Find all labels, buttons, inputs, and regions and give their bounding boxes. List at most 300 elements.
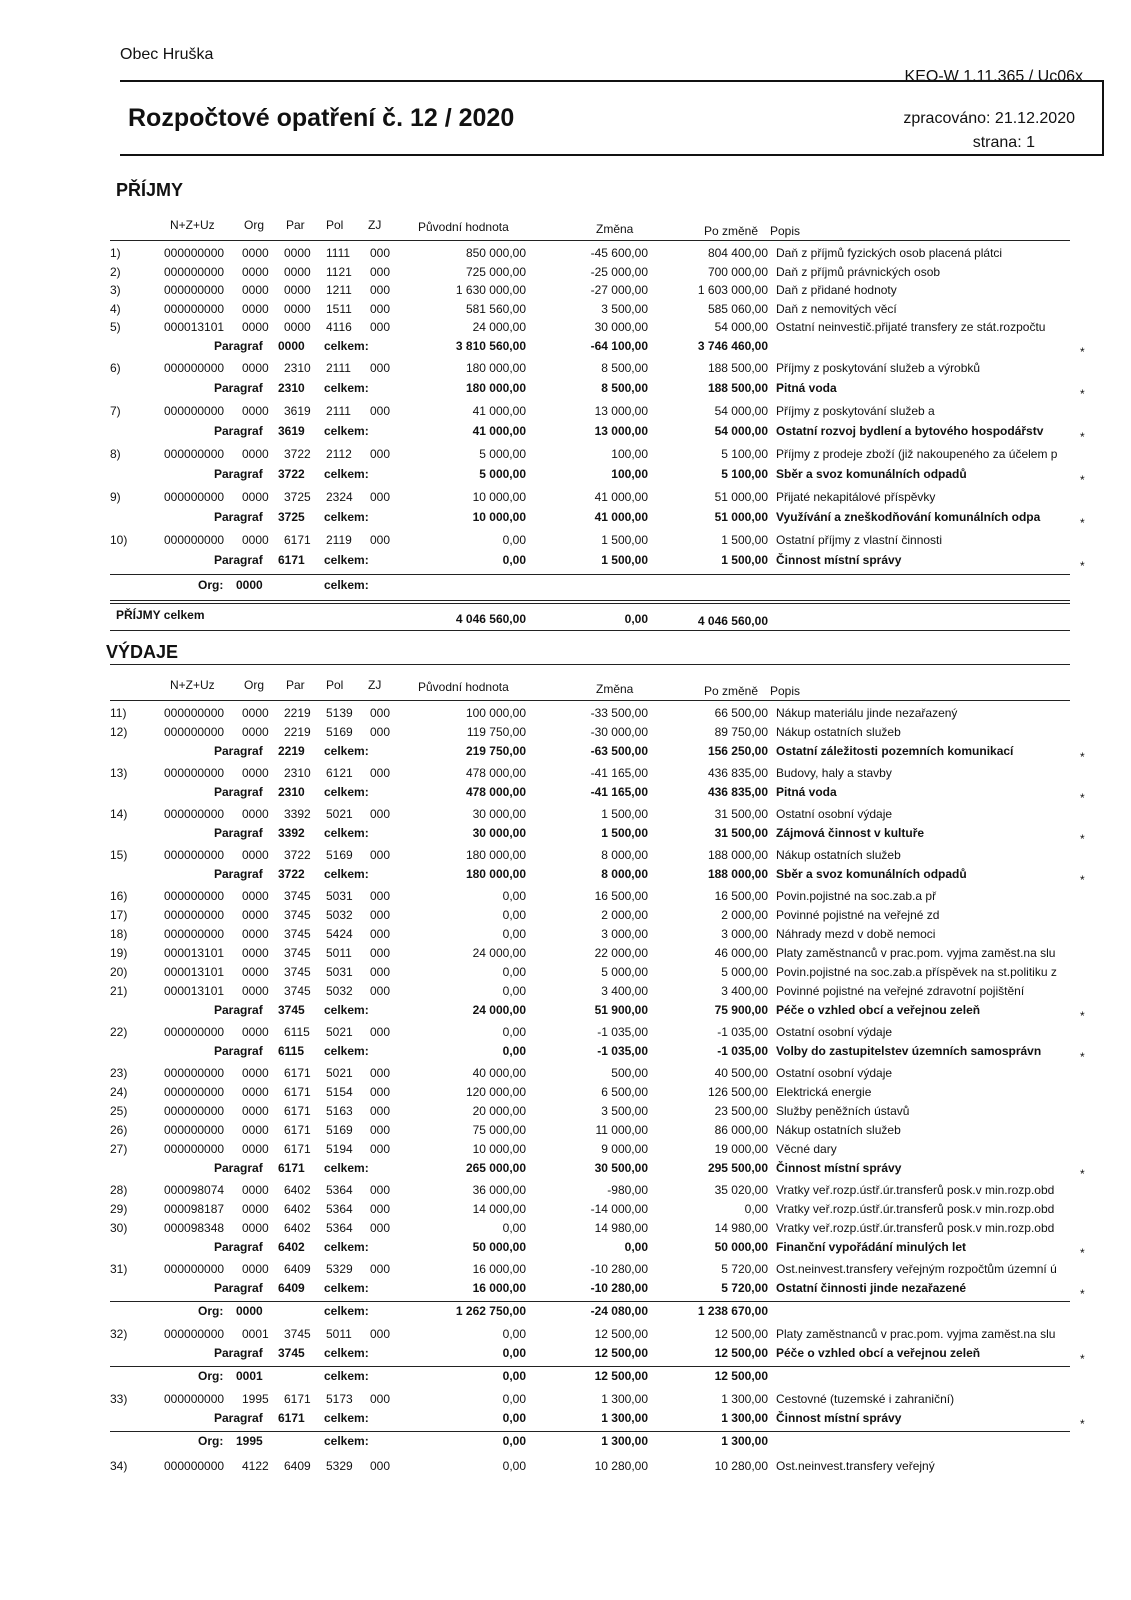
paragraph-code: 3392 xyxy=(278,826,305,840)
row-zj: 000 xyxy=(370,532,391,547)
row-description: Ostatní příjmy z vlastní činnosti xyxy=(776,532,943,547)
page-number: strana: 1 xyxy=(972,134,1035,151)
paragraph-star-mark: * xyxy=(1080,791,1085,805)
row-pol: 5364 xyxy=(326,1221,353,1235)
row-par: 3745 xyxy=(284,946,311,960)
paragraph-star-mark: * xyxy=(1080,1167,1085,1181)
row-pol: 5011 xyxy=(326,946,352,960)
row-org: 0000 xyxy=(242,246,269,260)
row-par: 3722 xyxy=(284,848,311,862)
paragraph-code: 6402 xyxy=(278,1240,305,1254)
paragraph-description: Ostatní činnosti jinde nezařazené xyxy=(776,1281,967,1295)
row-zj: 000 xyxy=(370,965,391,979)
row-orig-value: 180 000,00 xyxy=(465,360,526,375)
paragraph-description: Pitná voda xyxy=(776,380,837,395)
paragraph-star-mark: * xyxy=(1080,1246,1085,1260)
row-number: 5) xyxy=(110,320,121,334)
row-after-value: 31 500,00 xyxy=(714,807,768,821)
row-code: 000000000 xyxy=(164,1123,225,1137)
paragraph-change-total: 51 900,00 xyxy=(594,1003,648,1017)
row-number: 25) xyxy=(110,1104,128,1118)
paragraph-description: Činnost místní správy xyxy=(776,1161,902,1175)
row-zj: 000 xyxy=(370,360,391,375)
row-after-value: 436 835,00 xyxy=(707,766,768,780)
row-zj: 000 xyxy=(370,1104,391,1118)
paragraph-description: Péče o vzhled obcí a veřejnou zeleň xyxy=(776,1003,981,1017)
row-code: 000098074 xyxy=(164,1183,225,1197)
paragraph-total-label: celkem: xyxy=(324,1161,369,1175)
row-org: 0000 xyxy=(242,889,269,903)
paragraph-change-total: -64 100,00 xyxy=(590,338,648,353)
row-zj: 000 xyxy=(370,848,391,862)
row-code: 000000000 xyxy=(164,489,225,504)
row-org: 0000 xyxy=(242,320,269,334)
paragraph-total-label: celkem: xyxy=(324,509,369,524)
row-description: Platy zaměstnanců v prac.pom. vyjma zaměst.na slu xyxy=(776,946,1056,960)
paragraph-label: Paragraf xyxy=(214,423,263,438)
row-description: Daň z přidané hodnoty xyxy=(776,283,897,297)
row-zj: 000 xyxy=(370,283,391,297)
row-code: 000000000 xyxy=(164,725,225,739)
prijmy-total-label: PŘÍJMY celkem xyxy=(116,607,205,622)
row-number: 7) xyxy=(110,403,121,418)
row-description: Elektrická energie xyxy=(776,1085,872,1099)
row-pol: 5021 xyxy=(326,807,353,821)
row-par: 6171 xyxy=(284,1066,311,1080)
paragraph-code: 6171 xyxy=(278,1161,305,1175)
row-zj: 000 xyxy=(370,1262,391,1276)
paragraph-orig-total: 0,00 xyxy=(502,1044,526,1058)
row-org: 0000 xyxy=(242,1025,269,1039)
row-number: 18) xyxy=(110,927,128,941)
row-par: 6171 xyxy=(284,1123,311,1137)
row-org: 1995 xyxy=(242,1392,269,1406)
row-code: 000000000 xyxy=(164,403,225,418)
org-after-total: 1 300,00 xyxy=(721,1434,768,1448)
row-change-value: 11 000,00 xyxy=(595,1123,648,1137)
paragraph-code: 3725 xyxy=(278,509,305,524)
row-change-value: 14 980,00 xyxy=(594,1221,648,1235)
row-par: 6409 xyxy=(284,1262,311,1276)
paragraph-description: Zájmová činnost v kultuře xyxy=(776,826,925,840)
org-total-celkem: celkem: xyxy=(324,577,369,592)
org-change-total: -24 080,00 xyxy=(590,1304,648,1318)
paragraph-change-total: -63 500,00 xyxy=(590,744,648,758)
total-rule-2 xyxy=(110,603,1070,604)
row-change-value: -1 035,00 xyxy=(597,1025,648,1039)
paragraph-label: Paragraf xyxy=(214,1044,263,1058)
row-par: 6171 xyxy=(284,1392,311,1406)
row-zj: 000 xyxy=(370,706,391,720)
row-description: Náhrady mezd v době nemoci xyxy=(776,927,936,941)
row-orig-value: 14 000,00 xyxy=(472,1202,526,1216)
paragraph-after-total: 31 500,00 xyxy=(714,826,768,840)
paragraph-change-total: 8 000,00 xyxy=(601,867,648,881)
row-orig-value: 0,00 xyxy=(502,1221,526,1235)
row-description: Povinné pojistné na veřejné zdravotní pojištění xyxy=(776,984,1025,998)
row-zj: 000 xyxy=(370,1183,391,1197)
row-change-value: 13 000,00 xyxy=(594,403,648,418)
row-par: 3745 xyxy=(284,889,311,903)
paragraph-star-mark: * xyxy=(1080,873,1085,887)
row-code: 000098187 xyxy=(164,1202,225,1216)
paragraph-code: 6115 xyxy=(278,1044,305,1058)
row-zj: 000 xyxy=(370,1066,391,1080)
row-number: 33) xyxy=(110,1392,128,1406)
row-org: 0000 xyxy=(242,360,269,375)
row-change-value: -41 165,00 xyxy=(590,766,648,780)
org-rule xyxy=(110,574,1070,575)
row-org: 0000 xyxy=(242,1104,269,1118)
org-total-code: 0000 xyxy=(236,1304,263,1318)
row-pol: 5424 xyxy=(326,927,353,941)
paragraph-star-mark: * xyxy=(1080,1417,1085,1431)
row-zj: 000 xyxy=(370,1221,391,1235)
paragraph-total-label: celkem: xyxy=(324,338,369,353)
row-change-value: 100,00 xyxy=(611,446,648,461)
row-number: 3) xyxy=(110,283,121,297)
row-org: 0000 xyxy=(242,301,269,316)
paragraph-label: Paragraf xyxy=(214,1411,263,1425)
row-change-value: -27 000,00 xyxy=(590,283,648,297)
row-change-value: -25 000,00 xyxy=(590,264,648,279)
org-total-label: Org: xyxy=(198,1369,224,1383)
row-code: 000000000 xyxy=(164,1142,225,1156)
row-number: 12) xyxy=(110,725,128,739)
org-total-label: Org: xyxy=(198,1304,224,1318)
paragraph-after-total: 54 000,00 xyxy=(714,423,768,438)
row-orig-value: 0,00 xyxy=(502,1459,526,1473)
paragraph-after-total: -1 035,00 xyxy=(717,1044,768,1058)
row-par: 3745 xyxy=(284,1327,311,1341)
row-number: 16) xyxy=(110,889,128,903)
paragraph-description: Ostatní rozvoj bydlení a bytového hospodářstv xyxy=(776,423,1044,438)
row-description: Příjmy z prodeje zboží (již nakoupeného za účelem p xyxy=(776,446,1058,461)
row-number: 6) xyxy=(110,360,121,375)
row-pol: 6121 xyxy=(326,766,353,780)
row-number: 28) xyxy=(110,1183,128,1197)
row-zj: 000 xyxy=(370,927,391,941)
paragraph-orig-total: 180 000,00 xyxy=(465,380,526,395)
col-after-header: Po změně xyxy=(704,224,759,238)
row-code: 000000000 xyxy=(164,706,225,720)
row-orig-value: 0,00 xyxy=(502,965,526,979)
col-after-header: Po změně xyxy=(704,684,759,698)
row-code: 000000000 xyxy=(164,446,225,461)
row-number: 2) xyxy=(110,264,121,279)
row-pol: 5021 xyxy=(326,1025,353,1039)
row-orig-value: 581 560,00 xyxy=(465,301,526,316)
org-orig-total: 0,00 xyxy=(502,1434,526,1448)
paragraph-orig-total: 24 000,00 xyxy=(472,1003,526,1017)
row-description: Ost.neinvest.transfery veřejným rozpočtům územní ú xyxy=(776,1262,1057,1276)
row-description: Nákup ostatních služeb xyxy=(776,725,901,739)
paragraph-total-label: celkem: xyxy=(324,785,369,799)
row-code: 000000000 xyxy=(164,766,225,780)
paragraph-label: Paragraf xyxy=(214,867,263,881)
row-org: 0000 xyxy=(242,489,269,504)
row-orig-value: 0,00 xyxy=(502,1392,526,1406)
row-number: 20) xyxy=(110,965,128,979)
paragraph-orig-total: 0,00 xyxy=(502,1346,526,1360)
row-par: 6171 xyxy=(284,532,311,547)
system-code: KEO-W 1.11.365 / Uc06x xyxy=(904,68,1083,85)
row-after-value: 1 300,00 xyxy=(721,1392,768,1406)
paragraph-orig-total: 478 000,00 xyxy=(465,785,526,799)
row-after-value: -1 035,00 xyxy=(717,1025,768,1039)
row-number: 11) xyxy=(110,706,127,720)
org-rule xyxy=(110,1301,1070,1302)
paragraph-orig-total: 0,00 xyxy=(502,1411,526,1425)
prijmy-end-rule xyxy=(110,630,1070,631)
paragraph-description: Činnost místní správy xyxy=(776,1411,902,1425)
paragraph-label: Paragraf xyxy=(214,509,263,524)
row-after-value: 10 280,00 xyxy=(714,1459,768,1473)
paragraph-orig-total: 219 750,00 xyxy=(465,744,526,758)
org-orig-total: 0,00 xyxy=(502,1369,526,1383)
row-change-value: 8 000,00 xyxy=(601,848,648,862)
row-org: 0000 xyxy=(242,965,269,979)
row-number: 26) xyxy=(110,1123,128,1137)
row-org: 4122 xyxy=(242,1459,269,1473)
row-orig-value: 16 000,00 xyxy=(472,1262,526,1276)
row-org: 0000 xyxy=(242,1085,269,1099)
org-after-total: 1 238 670,00 xyxy=(697,1304,768,1318)
row-after-value: 5 720,00 xyxy=(721,1262,768,1276)
row-orig-value: 180 000,00 xyxy=(465,848,526,862)
row-org: 0000 xyxy=(242,1221,269,1235)
row-after-value: 0,00 xyxy=(744,1202,768,1216)
row-org: 0000 xyxy=(242,848,269,862)
row-zj: 000 xyxy=(370,446,391,461)
row-pol: 5173 xyxy=(326,1392,353,1406)
row-after-value: 3 400,00 xyxy=(721,984,768,998)
total-rule-1 xyxy=(110,600,1070,601)
row-par: 2310 xyxy=(284,360,311,375)
section-vydaje-title: VÝDAJE xyxy=(106,642,179,662)
row-change-value: 5 000,00 xyxy=(601,965,648,979)
row-org: 0000 xyxy=(242,264,269,279)
org-after-total: 12 500,00 xyxy=(714,1369,768,1383)
row-zj: 000 xyxy=(370,946,391,960)
row-pol: 5032 xyxy=(326,984,353,998)
paragraph-description: Pitná voda xyxy=(776,785,837,799)
paragraph-change-total: 8 500,00 xyxy=(601,380,648,395)
paragraph-change-total: 1 500,00 xyxy=(601,552,648,567)
paragraph-code: 2310 xyxy=(278,785,305,799)
paragraph-label: Paragraf xyxy=(214,785,263,799)
row-orig-value: 24 000,00 xyxy=(472,320,526,334)
col-orig-header: Původní hodnota xyxy=(418,220,509,234)
paragraph-label: Paragraf xyxy=(214,552,263,567)
row-code: 000000000 xyxy=(164,1327,225,1341)
row-orig-value: 478 000,00 xyxy=(465,766,526,780)
row-number: 9) xyxy=(110,489,121,504)
row-description: Ostatní osobní výdaje xyxy=(776,1066,893,1080)
paragraph-orig-total: 0,00 xyxy=(502,552,526,567)
row-number: 10) xyxy=(110,532,128,547)
row-code: 000000000 xyxy=(164,360,225,375)
row-number: 22) xyxy=(110,1025,128,1039)
col-org-header: Org xyxy=(244,218,265,232)
row-description: Daň z nemovitých věcí xyxy=(776,301,897,316)
row-change-value: 6 500,00 xyxy=(601,1085,648,1099)
row-org: 0000 xyxy=(242,532,269,547)
paragraph-orig-total: 30 000,00 xyxy=(472,826,526,840)
row-pol: 5021 xyxy=(326,1066,353,1080)
paragraph-orig-total: 180 000,00 xyxy=(465,867,526,881)
prijmy-total-change: 0,00 xyxy=(624,611,648,626)
row-par: 2219 xyxy=(284,725,311,739)
row-orig-value: 0,00 xyxy=(502,1327,526,1341)
row-description: Ost.neinvest.transfery veřejný xyxy=(776,1459,935,1473)
org-total-code: 0001 xyxy=(236,1369,263,1383)
row-pol: 2324 xyxy=(326,489,353,504)
paragraph-after-total: 1 500,00 xyxy=(721,552,768,567)
paragraph-description: Péče o vzhled obcí a veřejnou zeleň xyxy=(776,1346,981,1360)
row-change-value: 3 400,00 xyxy=(601,984,648,998)
row-change-value: 12 500,00 xyxy=(594,1327,648,1341)
paragraph-after-total: 51 000,00 xyxy=(714,509,768,524)
row-description: Povinné pojistné na veřejné zd xyxy=(776,908,940,922)
paragraph-label: Paragraf xyxy=(214,1346,263,1360)
row-change-value: 3 500,00 xyxy=(601,301,648,316)
row-after-value: 86 000,00 xyxy=(714,1123,768,1137)
row-code: 000013101 xyxy=(164,946,225,960)
row-pol: 5364 xyxy=(326,1183,353,1197)
row-org: 0000 xyxy=(242,283,269,297)
row-par: 0000 xyxy=(284,246,311,260)
row-change-value: 2 000,00 xyxy=(601,908,648,922)
row-zj: 000 xyxy=(370,489,391,504)
row-change-value: 1 500,00 xyxy=(601,532,648,547)
row-code: 000000000 xyxy=(164,532,225,547)
row-number: 32) xyxy=(110,1327,128,1341)
row-pol: 5169 xyxy=(326,1123,353,1137)
row-pol: 5329 xyxy=(326,1459,353,1473)
row-par: 3392 xyxy=(284,807,311,821)
paragraph-total-label: celkem: xyxy=(324,1044,369,1058)
paragraph-after-total: 75 900,00 xyxy=(714,1003,768,1017)
row-description: Ostatní osobní výdaje xyxy=(776,807,893,821)
row-pol: 5011 xyxy=(326,1327,352,1341)
row-code: 000000000 xyxy=(164,264,225,279)
row-org: 0000 xyxy=(242,908,269,922)
row-number: 17) xyxy=(110,908,128,922)
col-desc-header: Popis xyxy=(770,684,801,698)
row-code: 000000000 xyxy=(164,1459,225,1473)
row-orig-value: 0,00 xyxy=(502,889,526,903)
paragraph-star-mark: * xyxy=(1080,1009,1085,1023)
row-description: Ostatní neinvestič.přijaté transfery ze stát.rozpočtu xyxy=(776,320,1046,334)
col-pol-header: Pol xyxy=(326,218,344,232)
row-number: 1) xyxy=(110,246,121,260)
row-after-value: 23 500,00 xyxy=(714,1104,768,1118)
row-orig-value: 1 630 000,00 xyxy=(455,283,526,297)
row-code: 000013101 xyxy=(164,965,225,979)
row-pol: 2111 xyxy=(326,403,351,418)
row-par: 0000 xyxy=(284,264,311,279)
row-after-value: 40 500,00 xyxy=(714,1066,768,1080)
row-par: 2310 xyxy=(284,766,311,780)
paragraph-star-mark: * xyxy=(1080,1050,1085,1064)
row-number: 21) xyxy=(110,984,128,998)
paragraph-code: 3745 xyxy=(278,1346,305,1360)
row-description: Příjmy z poskytování služeb a výrobků xyxy=(776,360,981,375)
row-after-value: 1 603 000,00 xyxy=(697,283,768,297)
row-change-value: 1 500,00 xyxy=(601,807,648,821)
paragraph-code: 3722 xyxy=(278,867,305,881)
paragraph-after-total: 1 300,00 xyxy=(721,1411,768,1425)
paragraph-label: Paragraf xyxy=(214,380,263,395)
row-description: Nákup materiálu jinde nezařazený xyxy=(776,706,958,720)
paragraph-code: 2219 xyxy=(278,744,305,758)
row-description: Povin.pojistné na soc.zab.a příspěvek na st.politiku z xyxy=(776,965,1057,979)
paragraph-star-mark: * xyxy=(1080,344,1085,359)
row-par: 0000 xyxy=(284,320,311,334)
row-orig-value: 75 000,00 xyxy=(472,1123,526,1137)
row-after-value: 66 500,00 xyxy=(714,706,768,720)
row-code: 000000000 xyxy=(164,807,225,821)
prijmy-total-orig: 4 046 560,00 xyxy=(455,611,526,626)
row-par: 3725 xyxy=(284,489,311,504)
row-number: 13) xyxy=(110,766,128,780)
row-code: 000000000 xyxy=(164,301,225,316)
row-description: Přijaté nekapitálové příspěvky xyxy=(776,489,936,504)
row-pol: 5031 xyxy=(326,965,353,979)
row-description: Daň z příjmů fyzických osob placená plátci xyxy=(776,246,1003,260)
row-after-value: 126 500,00 xyxy=(707,1085,768,1099)
row-pol: 5139 xyxy=(326,706,353,720)
paragraph-label: Paragraf xyxy=(214,1003,263,1017)
row-zj: 000 xyxy=(370,984,391,998)
row-orig-value: 24 000,00 xyxy=(472,946,526,960)
row-orig-value: 0,00 xyxy=(502,1025,526,1039)
row-code: 000000000 xyxy=(164,1104,225,1118)
org-total-celkem: celkem: xyxy=(324,1304,369,1318)
row-number: 14) xyxy=(110,807,128,821)
row-par: 6171 xyxy=(284,1104,311,1118)
paragraph-total-label: celkem: xyxy=(324,1003,369,1017)
org-total-label: Org: xyxy=(198,1434,224,1448)
paragraph-change-total: 12 500,00 xyxy=(594,1346,648,1360)
row-zj: 000 xyxy=(370,766,391,780)
row-after-value: 5 000,00 xyxy=(721,965,768,979)
paragraph-after-total: 50 000,00 xyxy=(714,1240,768,1254)
row-after-value: 5 100,00 xyxy=(721,446,768,461)
paragraph-orig-total: 265 000,00 xyxy=(465,1161,526,1175)
row-orig-value: 20 000,00 xyxy=(472,1104,526,1118)
paragraph-after-total: 295 500,00 xyxy=(707,1161,768,1175)
header-rule xyxy=(110,700,1070,701)
paragraph-code: 6409 xyxy=(278,1281,305,1295)
row-par: 2219 xyxy=(284,706,311,720)
org-rule xyxy=(110,1431,1070,1432)
row-description: Věcné dary xyxy=(776,1142,837,1156)
row-description: Platy zaměstnanců v prac.pom. vyjma zaměst.na slu xyxy=(776,1327,1056,1341)
org-total-label: Org: xyxy=(198,577,224,592)
row-description: Povin.pojistné na soc.zab.a př xyxy=(776,889,937,903)
col-par-header: Par xyxy=(286,678,305,692)
row-orig-value: 0,00 xyxy=(502,927,526,941)
row-after-value: 54 000,00 xyxy=(714,320,768,334)
row-orig-value: 0,00 xyxy=(502,984,526,998)
row-org: 0000 xyxy=(242,1262,269,1276)
col-par-header: Par xyxy=(286,218,305,232)
row-orig-value: 30 000,00 xyxy=(472,807,526,821)
row-orig-value: 36 000,00 xyxy=(472,1183,526,1197)
row-after-value: 1 500,00 xyxy=(721,532,768,547)
